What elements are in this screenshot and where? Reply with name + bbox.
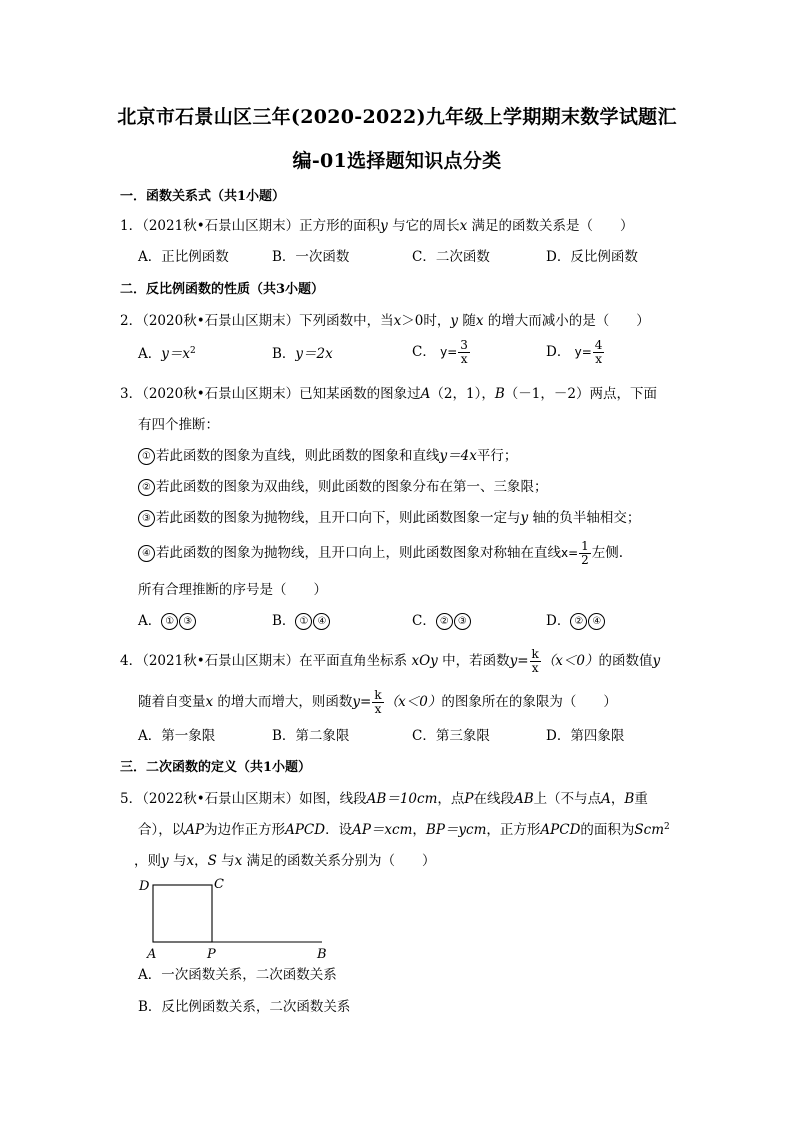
question-text: 的面积为 bbox=[580, 822, 635, 838]
fraction bbox=[372, 689, 383, 716]
question-text: 的图象所在的象限为（ ） bbox=[441, 694, 617, 710]
variable: xOy bbox=[411, 653, 438, 669]
circled-number: ④ bbox=[588, 613, 605, 630]
question-source: （2022秋•石景山区期末） bbox=[142, 791, 300, 807]
point-label-d: D bbox=[139, 879, 150, 894]
section-heading-1: 一．函数关系式（共1小题） bbox=[120, 189, 286, 204]
option-label: D． bbox=[546, 344, 571, 360]
question-text: 与它的周长 bbox=[392, 218, 460, 234]
page-title-line-1: 北京市石景山区三年(2020-2022)九年级上学期期末数学试题汇 bbox=[117, 106, 677, 128]
question-text: 随着自变量 bbox=[138, 694, 206, 710]
point-label: B bbox=[494, 386, 505, 402]
variable: x bbox=[393, 313, 402, 329]
question-number: 4． bbox=[120, 653, 143, 669]
variable: y bbox=[450, 313, 459, 329]
math-expression: BP＝ycm bbox=[425, 822, 487, 838]
question-3 bbox=[120, 385, 657, 403]
inference-1 bbox=[138, 447, 517, 465]
question-text: 合），以 bbox=[138, 822, 186, 838]
option-d[interactable]: D．第四象限 bbox=[546, 728, 625, 744]
option-a[interactable]: A．正比例函数 bbox=[138, 249, 229, 265]
circled-number-3: ③ bbox=[138, 510, 155, 527]
option-label: D． bbox=[546, 613, 571, 629]
question-text: 中，若函数 bbox=[442, 653, 510, 669]
question-text: 满足的函数关系是（ ） bbox=[471, 218, 634, 234]
fraction bbox=[579, 540, 591, 567]
question-5 bbox=[120, 790, 648, 808]
question-3-ask: 所有合理推断的序号是（ ） bbox=[138, 582, 327, 598]
question-text: （2，1）， bbox=[430, 386, 495, 402]
option-label: A． bbox=[138, 613, 162, 629]
variable: x bbox=[234, 853, 243, 869]
exponent: 2 bbox=[664, 822, 670, 832]
point-label-p: P bbox=[207, 947, 216, 962]
exponent: 2 bbox=[190, 346, 196, 356]
equation: y= bbox=[509, 653, 529, 669]
section-heading-3: 三．二次函数的定义（共1小题） bbox=[120, 760, 312, 775]
circled-number-2: ② bbox=[138, 479, 155, 496]
question-text: 的增大而增大，则函数 bbox=[217, 694, 353, 710]
denominator: x bbox=[531, 661, 539, 675]
option-d[interactable] bbox=[546, 612, 606, 630]
math-expression: AB bbox=[513, 791, 534, 807]
question-text: 随 bbox=[462, 313, 476, 329]
section-heading-2: 二．反比例函数的性质（共3小题） bbox=[120, 282, 325, 297]
variable: x bbox=[205, 694, 214, 710]
question-number: 3． bbox=[120, 386, 143, 402]
inference-3 bbox=[138, 509, 640, 527]
numerator: k bbox=[374, 688, 382, 702]
question-source: （2021秋•石景山区期末） bbox=[142, 653, 300, 669]
question-text: 的函数值 bbox=[598, 653, 653, 669]
point-label: A bbox=[601, 791, 611, 807]
circled-number: ② bbox=[570, 613, 587, 630]
question-text: 在平面直角坐标系 bbox=[299, 653, 408, 669]
numerator: 3 bbox=[460, 338, 468, 352]
inference-text: 左侧. bbox=[591, 545, 624, 561]
question-source: （2020秋•石景山区期末） bbox=[142, 313, 300, 329]
denominator: 2 bbox=[581, 553, 589, 567]
math-expression: Scm bbox=[634, 822, 665, 838]
option-b[interactable]: B．第二象限 bbox=[272, 728, 350, 744]
option-c[interactable] bbox=[412, 612, 472, 630]
numerator: 1 bbox=[581, 539, 589, 553]
option-a[interactable] bbox=[138, 345, 196, 363]
question-number: 1． bbox=[120, 218, 143, 234]
question-2 bbox=[120, 312, 650, 330]
circled-number-4: ④ bbox=[138, 545, 155, 562]
equation: x= bbox=[561, 546, 579, 560]
math-expression: AP＝xcm bbox=[352, 822, 413, 838]
variable: y bbox=[380, 218, 388, 234]
point-label-b: B bbox=[317, 947, 327, 962]
question-text: 已知某函数的图象过 bbox=[299, 386, 421, 402]
option-expression: y＝x bbox=[161, 346, 190, 362]
inference-4 bbox=[138, 540, 623, 567]
question-3-line-2: 有四个推断： bbox=[138, 417, 219, 433]
fraction bbox=[593, 339, 605, 366]
option-b[interactable]: B．反比例函数关系，二次函数关系 bbox=[138, 999, 351, 1015]
question-text: ， bbox=[412, 822, 426, 838]
question-text: 满足的函数关系分别为（ ） bbox=[246, 853, 436, 869]
option-a[interactable]: A．第一象限 bbox=[138, 728, 216, 744]
question-number: 5． bbox=[120, 791, 143, 807]
question-text: ， bbox=[610, 791, 625, 807]
question-text: 上（不与点 bbox=[533, 791, 602, 807]
question-text: 与 bbox=[221, 853, 235, 869]
question-number: 2． bbox=[120, 313, 143, 329]
question-4-line-2 bbox=[138, 689, 617, 716]
square-apcd-figure bbox=[130, 872, 350, 964]
question-text: （－1，－2）两点，下面 bbox=[504, 386, 657, 402]
question-text: 如图，线段 bbox=[299, 791, 367, 807]
denominator: x bbox=[460, 352, 468, 366]
question-text: 的增大而减小的是（ ） bbox=[487, 313, 650, 329]
question-1 bbox=[120, 217, 634, 235]
question-text: ．设 bbox=[325, 822, 353, 838]
option-label: C． bbox=[412, 344, 436, 360]
circled-number: ① bbox=[161, 613, 178, 630]
math-expression: APCD bbox=[540, 822, 581, 838]
question-4 bbox=[120, 648, 660, 675]
question-source: （2021秋•石景山区期末） bbox=[142, 218, 300, 234]
question-text: ，正方形 bbox=[486, 822, 541, 838]
circled-number-1: ① bbox=[138, 448, 155, 465]
option-label: B． bbox=[272, 346, 296, 362]
variable: x bbox=[475, 313, 484, 329]
question-text: ， bbox=[194, 853, 208, 869]
page-title-line-2: 编-01选择题知识点分类 bbox=[292, 150, 502, 172]
question-source: （2020秋•石景山区期末） bbox=[142, 386, 300, 402]
fraction bbox=[458, 339, 470, 366]
option-d[interactable]: D．反比例函数 bbox=[546, 249, 638, 265]
inference-2 bbox=[138, 478, 548, 496]
question-text: 与 bbox=[172, 853, 187, 869]
question-text: ，点 bbox=[437, 791, 465, 807]
question-5-line-3 bbox=[134, 852, 436, 870]
math-expression: AB＝10cm bbox=[366, 791, 438, 807]
option-c[interactable]: C．第三象限 bbox=[412, 728, 490, 744]
point-label: P bbox=[464, 791, 474, 807]
question-text: 下列函数中，当 bbox=[299, 313, 394, 329]
question-text: ＞0时， bbox=[401, 313, 451, 329]
question-text: ，则 bbox=[134, 853, 161, 869]
inference-text: 轴的负半轴相交； bbox=[532, 510, 641, 526]
option-a[interactable] bbox=[138, 612, 197, 630]
equation: y= bbox=[352, 694, 372, 710]
variable: S bbox=[207, 853, 217, 869]
numerator: 4 bbox=[594, 338, 603, 352]
option-b[interactable] bbox=[272, 612, 331, 630]
equation: y＝4x bbox=[439, 448, 477, 464]
inference-text: 平行； bbox=[476, 448, 518, 464]
question-5-line-2 bbox=[138, 821, 670, 839]
inference-text: 若此函数的图象为直线，则此函数的图象和直线 bbox=[156, 448, 440, 464]
variable: y bbox=[161, 853, 169, 869]
square-apcd bbox=[153, 885, 212, 942]
question-text: 在线段 bbox=[473, 791, 514, 807]
option-label: C． bbox=[412, 613, 436, 629]
option-expression: y= bbox=[440, 345, 458, 359]
question-text: 正方形的面积 bbox=[299, 218, 381, 234]
circled-number: ② bbox=[436, 613, 453, 630]
condition: （x＜0） bbox=[384, 694, 442, 710]
math-expression: APCD bbox=[285, 822, 326, 838]
inference-text: 若此函数的图象为双曲线，则此函数的图象分布在第一、三象限； bbox=[156, 479, 548, 495]
point-label: B bbox=[624, 791, 635, 807]
point-label: A bbox=[420, 386, 431, 402]
option-label: B． bbox=[272, 613, 296, 629]
question-text: 为边作正方形 bbox=[204, 822, 286, 838]
inference-text: 若此函数的图象为抛物线，且开口向上，则此函数图象对称轴在直线 bbox=[156, 545, 561, 561]
question-text: 重 bbox=[634, 791, 648, 807]
option-expression: y＝2x bbox=[295, 346, 333, 362]
numerator: k bbox=[531, 647, 539, 661]
variable: y bbox=[652, 653, 661, 669]
fraction bbox=[530, 648, 541, 675]
circled-number: ③ bbox=[179, 613, 196, 630]
condition: （x＜0） bbox=[541, 653, 599, 669]
circled-number: ③ bbox=[454, 613, 471, 630]
option-label: A． bbox=[138, 346, 162, 362]
option-c[interactable] bbox=[412, 339, 471, 366]
inference-text: 若此函数的图象为抛物线，且开口向下，则此函数图象一定与 bbox=[156, 510, 521, 526]
option-a[interactable]: A．一次函数关系，二次函数关系 bbox=[138, 967, 337, 983]
math-expression: AP bbox=[185, 822, 205, 838]
variable: x bbox=[459, 218, 468, 234]
option-b[interactable]: B．一次函数 bbox=[272, 249, 350, 265]
point-label-c: C bbox=[214, 877, 224, 892]
variable: x bbox=[186, 853, 195, 869]
option-c[interactable]: C．二次函数 bbox=[412, 249, 490, 265]
option-d[interactable] bbox=[546, 339, 605, 366]
option-expression: y= bbox=[574, 345, 592, 359]
point-label-a: A bbox=[147, 947, 157, 962]
option-b[interactable] bbox=[272, 345, 333, 363]
denominator: x bbox=[374, 702, 382, 716]
denominator: x bbox=[595, 352, 602, 366]
circled-number: ① bbox=[295, 613, 312, 630]
variable: y bbox=[520, 510, 529, 526]
circled-number: ④ bbox=[313, 613, 330, 630]
